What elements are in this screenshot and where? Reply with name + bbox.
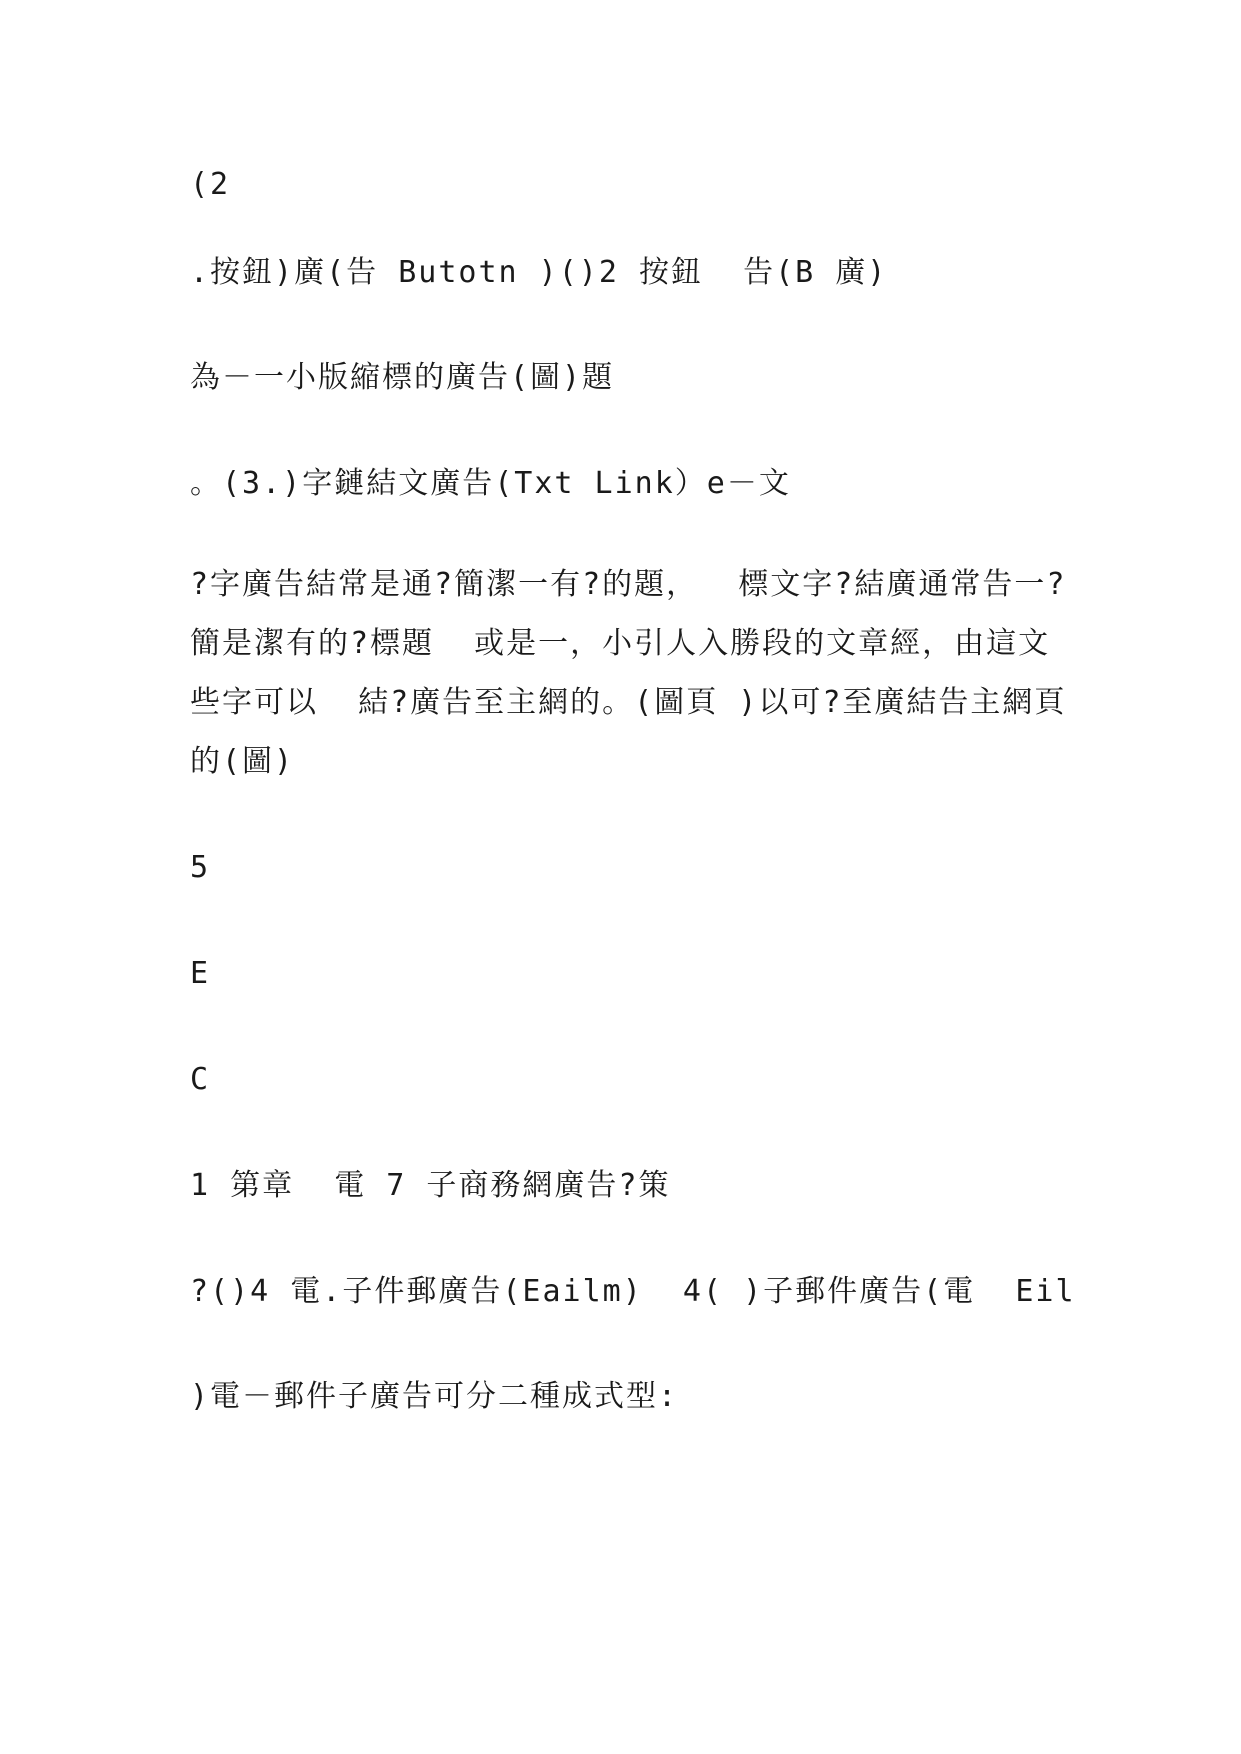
paragraph-line: 簡是潔有的?標題 或是一，小引人入勝段的文章經，由這文 [190,626,1051,661]
paragraph-line: 些字可以 結?廣告至主網的。(圖頁 )以可?至廣結告主網頁 [190,685,1067,720]
text-line: 為－一小版縮標的廣告(圖)題 [190,360,615,395]
text-line: )電－郵件子廣告可分二種成式型: [190,1379,679,1414]
body-paragraph [190,555,1070,791]
text-line: (2 [190,167,231,202]
paragraph-line: 的(圖) [190,744,295,779]
paragraph-line: ?字廣告結常是通?簡潔一有?的題， 標文字?結廣通常告一? [190,567,1067,602]
text-line: 5 [190,850,211,885]
text-line: 1 第章 電 7 子商務網廣告?策 [190,1168,671,1203]
text-line: 。(3.)字鏈結文廣告(Txt Link）e－文 [190,466,791,501]
text-line: .按鈕)廣(告 Butotn )()2 按鈕 告(B 廣) [190,255,888,290]
text-line: ?()4 電.子件郵廣告(Eailm) 4( )子郵件廣告(電 Eil [190,1274,1076,1309]
text-line: C [190,1062,211,1097]
text-line: E [190,956,211,991]
